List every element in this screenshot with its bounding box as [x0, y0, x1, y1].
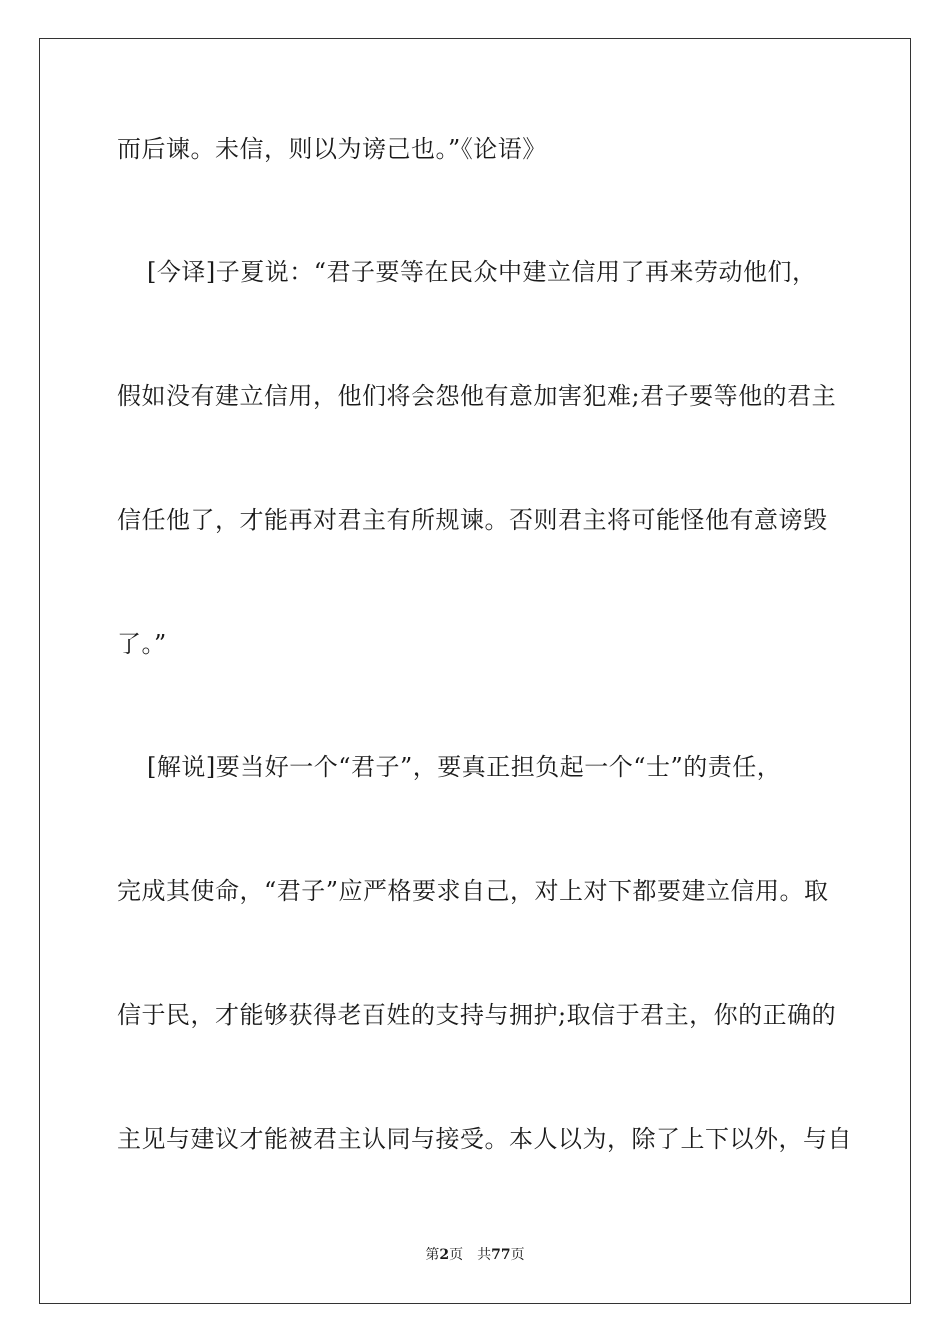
text-line-6: [解说]要当好一个“君子”，要真正担负起一个“士”的责任，	[147, 753, 782, 781]
footer-total-suffix: 页	[510, 1247, 525, 1263]
text-line-1: 而后谏。未信，则以为谤己也。”《论语》	[117, 135, 547, 163]
footer-page-prefix: 第	[425, 1247, 440, 1263]
text-line-5: 了。”	[117, 630, 167, 658]
page-frame	[39, 38, 911, 1304]
text-line-9: 主见与建议才能被君主认同与接受。本人以为，除了上下以外，与自	[117, 1125, 852, 1153]
footer-total-prefix: 共	[477, 1247, 492, 1263]
text-line-8: 信于民，才能够获得老百姓的支持与拥护;取信于君主，你的正确的	[117, 1001, 837, 1029]
text-line-4: 信任他了，才能再对君主有所规谏。否则君主将可能怪他有意谤毁	[117, 506, 828, 534]
text-line-3: 假如没有建立信用，他们将会怨他有意加害犯难;君子要等他的君主	[117, 382, 837, 410]
text-line-7: 完成其使命，“君子”应严格要求自己，对上对下都要建立信用。取	[117, 877, 829, 905]
text-line-2: [今译]子夏说：“君子要等在民众中建立信用了再来劳动他们，	[147, 258, 817, 286]
footer-page-number: 2	[439, 1247, 450, 1263]
footer-page-suffix: 页	[449, 1247, 464, 1263]
footer-total-pages: 77	[491, 1247, 511, 1263]
page-footer	[0, 1246, 950, 1264]
